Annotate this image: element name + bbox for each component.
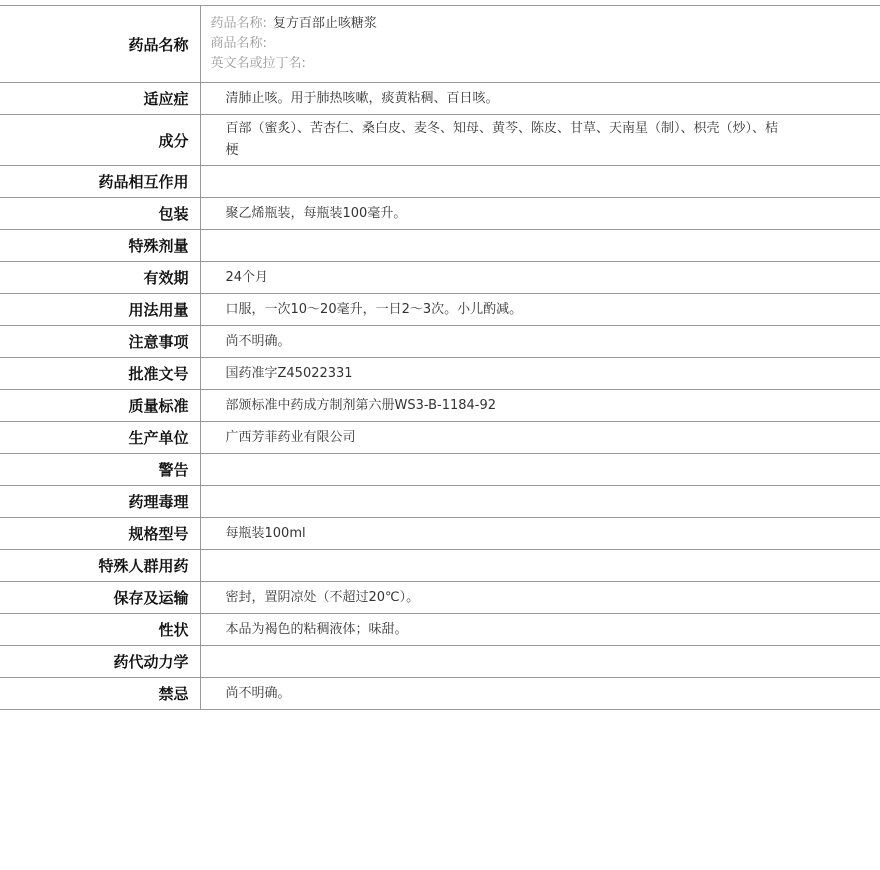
row-label: 特殊人群用药 <box>0 550 200 582</box>
generic-name-key: 药品名称: <box>210 16 267 31</box>
row-label: 成分 <box>0 115 200 166</box>
row-ingredients <box>0 115 880 166</box>
row-shelf-life <box>0 262 880 294</box>
row-value <box>200 230 880 262</box>
row-value: 每瓶装100ml <box>200 518 880 550</box>
row-value: 尚不明确。 <box>200 326 880 358</box>
row-manufacturer <box>0 422 880 454</box>
row-value: 尚不明确。 <box>200 678 880 710</box>
row-description <box>0 614 880 646</box>
row-pharmacology <box>0 486 880 518</box>
row-label: 质量标准 <box>0 390 200 422</box>
row-value: 24个月 <box>200 262 880 294</box>
row-label: 药品相互作用 <box>0 166 200 198</box>
row-label: 注意事项 <box>0 326 200 358</box>
row-value: 百部（蜜炙）、苦杏仁、桑白皮、麦冬、知母、黄芩、陈皮、甘草、天南星（制）、枳壳（炒）、桔梗 <box>200 115 880 166</box>
row-pharmacokinetics <box>0 646 880 678</box>
row-value <box>200 550 880 582</box>
row-contraindications <box>0 678 880 710</box>
row-storage <box>0 582 880 614</box>
row-value <box>200 646 880 678</box>
row-label: 特殊剂量 <box>0 230 200 262</box>
row-label: 生产单位 <box>0 422 200 454</box>
row-value: 密封，置阴凉处（不超过20℃）。 <box>200 582 880 614</box>
english-name-line <box>211 54 791 74</box>
row-label: 规格型号 <box>0 518 200 550</box>
row-label: 药代动力学 <box>0 646 200 678</box>
row-label: 批准文号 <box>0 358 200 390</box>
row-interactions <box>0 166 880 198</box>
row-label: 适应症 <box>0 83 200 115</box>
row-quality-standard <box>0 390 880 422</box>
row-special-dosage <box>0 230 880 262</box>
trade-name-line <box>211 34 791 54</box>
row-dosage <box>0 294 880 326</box>
drug-name-cell <box>200 6 880 83</box>
trade-name-key: 商品名称: <box>210 36 267 51</box>
row-approval-number <box>0 358 880 390</box>
row-value: 口服，一次10～20毫升，一日2～3次。小儿酌减。 <box>200 294 880 326</box>
row-label: 用法用量 <box>0 294 200 326</box>
row-value: 部颁标准中药成方制剂第六册WS3-B-1184-92 <box>200 390 880 422</box>
row-label: 警告 <box>0 454 200 486</box>
row-label: 性状 <box>0 614 200 646</box>
drug-spec-table <box>0 5 880 710</box>
row-value <box>200 486 880 518</box>
row-special-populations <box>0 550 880 582</box>
row-value: 广西芳菲药业有限公司 <box>200 422 880 454</box>
row-label: 保存及运输 <box>0 582 200 614</box>
row-precautions <box>0 326 880 358</box>
row-value: 本品为褐色的粘稠液体；味甜。 <box>200 614 880 646</box>
row-label: 药品名称 <box>0 6 200 83</box>
row-label: 药理毒理 <box>0 486 200 518</box>
row-value <box>200 454 880 486</box>
row-specification <box>0 518 880 550</box>
english-name-key: 英文名或拉丁名: <box>210 56 306 71</box>
generic-name-value: 复方百部止咳糖浆 <box>272 16 377 31</box>
generic-name-line <box>211 14 791 34</box>
row-packaging <box>0 198 880 230</box>
row-value: 国药准字Z45022331 <box>200 358 880 390</box>
row-value <box>200 166 880 198</box>
row-drug-name <box>0 6 880 83</box>
row-value: 清肺止咳。用于肺热咳嗽，痰黄粘稠、百日咳。 <box>200 83 880 115</box>
row-label: 禁忌 <box>0 678 200 710</box>
row-warning <box>0 454 880 486</box>
row-label: 包装 <box>0 198 200 230</box>
row-label: 有效期 <box>0 262 200 294</box>
row-value: 聚乙烯瓶装，每瓶装100毫升。 <box>200 198 880 230</box>
row-indications <box>0 83 880 115</box>
